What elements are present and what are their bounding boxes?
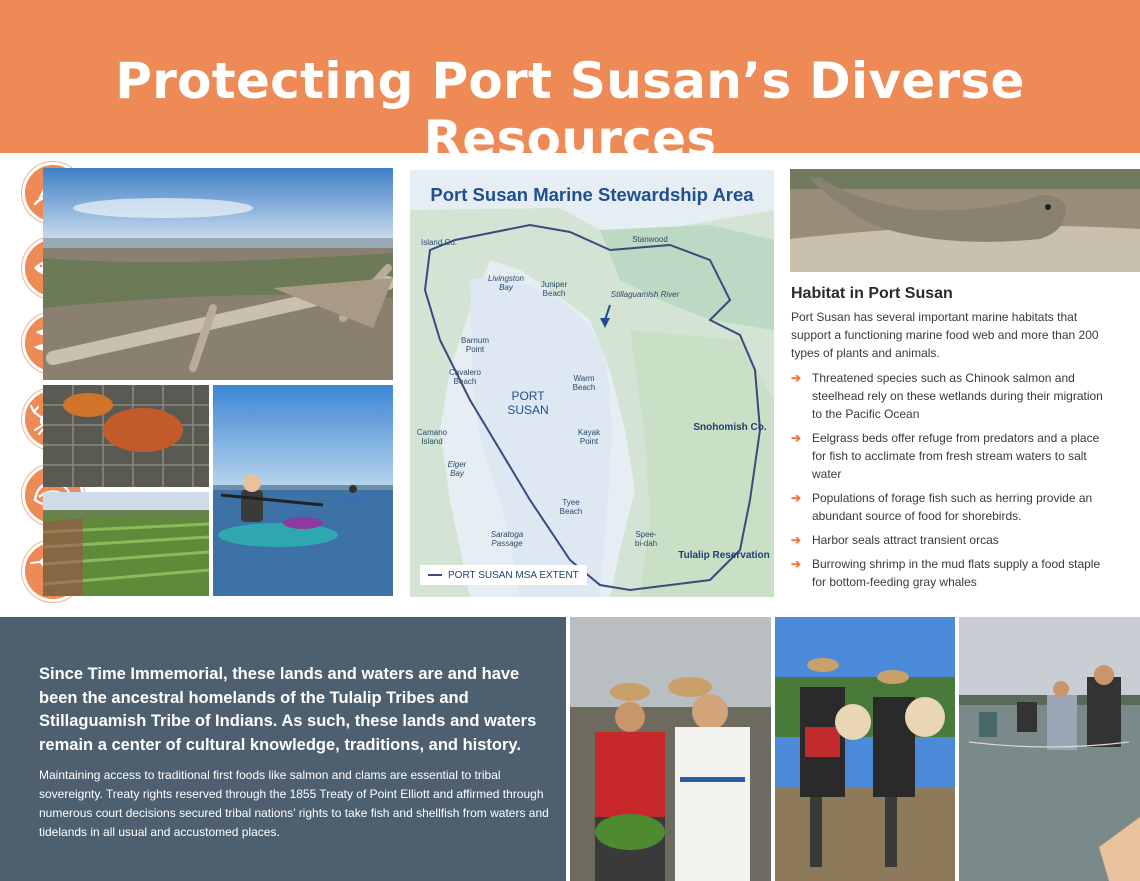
habitat-bullet-list bbox=[791, 369, 1111, 597]
map-label-elger-bay: Elger Bay bbox=[447, 460, 467, 479]
beach-driftwood-photo bbox=[43, 168, 393, 380]
map-label-stanwood: Stanwood bbox=[632, 235, 668, 244]
tribal-procession-photo bbox=[570, 617, 771, 881]
map-label-livingston-bay: Livingston Bay bbox=[487, 274, 525, 293]
farm-field-photo bbox=[43, 492, 209, 596]
crab-cage-photo bbox=[43, 385, 209, 487]
arrow-right-icon: ➔ bbox=[791, 431, 802, 445]
habitat-bullet-text: Burrowing shrimp in the mud flats supply a food staple for bottom-feeding gray whales bbox=[812, 557, 1101, 589]
habitat-title: Habitat in Port Susan bbox=[791, 285, 953, 302]
arrow-right-icon: ➔ bbox=[791, 371, 802, 385]
arrow-right-icon: ➔ bbox=[791, 491, 802, 505]
habitat-bullet bbox=[791, 555, 1111, 591]
map-label-barnum-point: Barnum Point bbox=[460, 336, 489, 355]
habitat-bullet bbox=[791, 489, 1111, 525]
map-label-tyee-beach: Tyee Beach bbox=[559, 498, 583, 517]
map-label-port-susan: PORT SUSAN bbox=[507, 389, 549, 417]
page-title: Protecting Port Susan’s Diverse Resources bbox=[115, 52, 1025, 168]
map-label-kayak-point: Kayak Point bbox=[577, 428, 601, 447]
kayakers-photo bbox=[213, 385, 393, 596]
drummers-photo bbox=[775, 617, 955, 881]
map-legend bbox=[420, 565, 587, 585]
habitat-bullet-text: Harbor seals attract transient orcas bbox=[812, 533, 999, 547]
habitat-bullet-text: Populations of forage fish such as herring provide an abundant source of food for shorebirds. bbox=[812, 491, 1093, 523]
panel-body-text: Maintaining access to traditional first foods like salmon and clams are essential to tribal sovereignty. Treaty rights reserved through the 1855 Treaty of Point Elliott and affirmed through numerous court decisions secured tribal nations’ rights to take fish and shellfish from waters and tidelands in all usual and accustomed places. bbox=[39, 768, 549, 839]
habitat-bullet bbox=[791, 369, 1111, 423]
map-label-juniper-beach: Juniper Beach bbox=[540, 280, 568, 299]
map-label-saratoga-passage: Saratoga Passage bbox=[490, 530, 524, 549]
habitat-intro: Port Susan has several important marine habitats that support a functioning marine food web and more than 200 types of plants and animals. bbox=[791, 310, 1099, 360]
map-label-warm-beach: Warm Beach bbox=[572, 374, 596, 393]
map-label-stillaguamish-river: Stillaguamish River bbox=[610, 290, 680, 299]
habitat-bullet-text: Threatened species such as Chinook salmon and steelhead rely on these wetlands during their migration to the Pacific Ocean bbox=[812, 371, 1103, 421]
map-legend-label: PORT SUSAN MSA EXTENT bbox=[448, 569, 579, 581]
panel-lead-text: Since Time Immemorial, these lands and waters are and have been the ancestral homelands of the Tulalip Tribes and Stillaguamish Tribe of Indians. As such, these lands and waters remain a center of cultural knowledge, traditions, and history. bbox=[39, 665, 537, 754]
fishing-net-photo bbox=[959, 617, 1140, 881]
map-label-spee-bi-dah: Spee- bi-dah bbox=[634, 530, 658, 549]
map-title: Port Susan Marine Stewardship Area bbox=[430, 184, 754, 205]
habitat-bullet-text: Eelgrass beds offer refuge from predators and a place for fish to acclimate from fresh stream waters to salt water bbox=[812, 431, 1100, 481]
habitat-bullet bbox=[791, 531, 1111, 549]
map-label-island-co: Island Co. bbox=[420, 238, 458, 247]
map-label-cavalero-beach: Cavalero Beach bbox=[448, 368, 481, 387]
harbor-seal-photo bbox=[790, 169, 1140, 272]
arrow-right-icon: ➔ bbox=[791, 557, 802, 571]
arrow-right-icon: ➔ bbox=[791, 533, 802, 547]
header-banner bbox=[0, 0, 1140, 168]
habitat-bullet bbox=[791, 429, 1111, 483]
map-label-tulalip-reservation: Tulalip Reservation bbox=[678, 550, 770, 561]
legend-line-swatch bbox=[428, 574, 442, 576]
stewardship-map bbox=[410, 170, 774, 597]
map-label-snohomish-co: Snohomish Co. bbox=[693, 422, 767, 433]
map-label-camano-island: Camano Island bbox=[416, 428, 448, 447]
